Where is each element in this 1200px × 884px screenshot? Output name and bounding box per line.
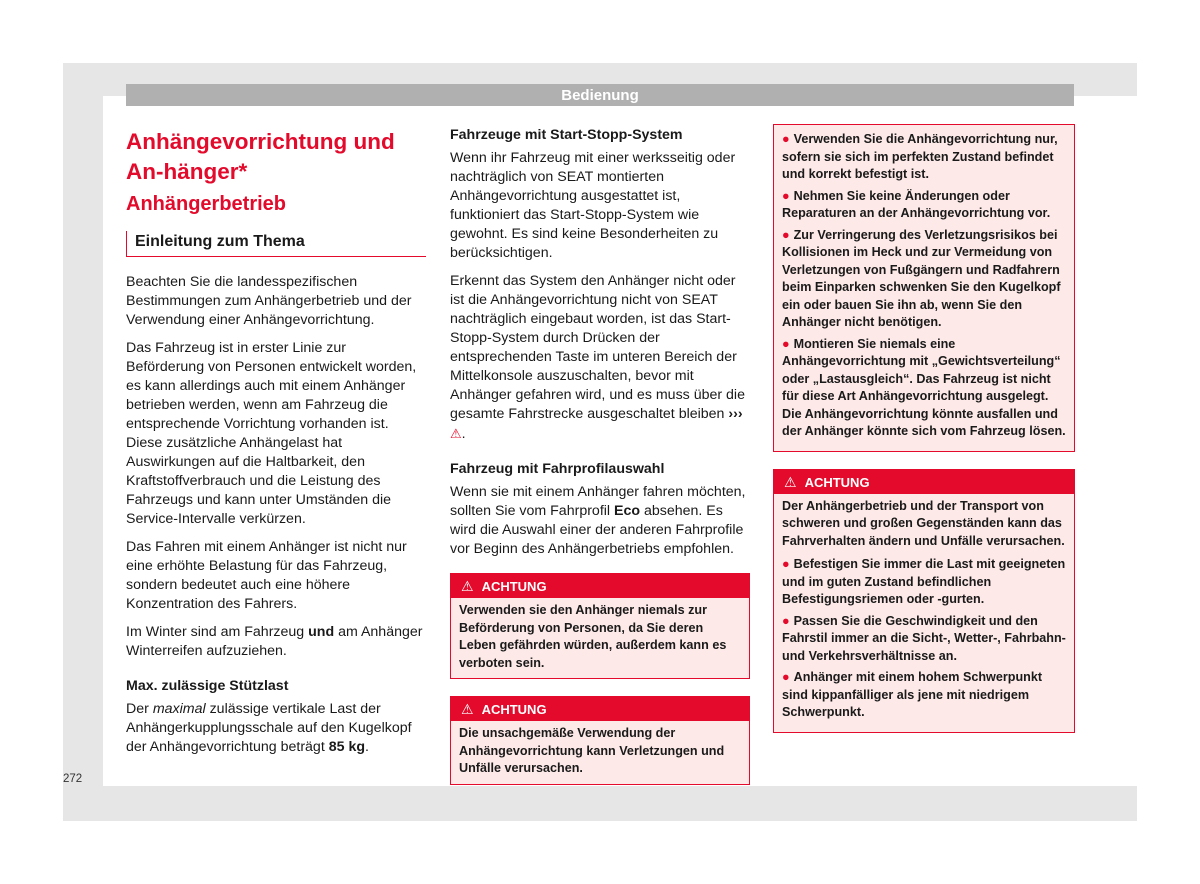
warning-text: Verwenden sie den Anhänger niemals zur Beförderung von Personen, da Sie deren Leben gefährden würden, außerdem kann es verboten sein.	[459, 603, 727, 670]
warning-continuation-box	[773, 124, 1075, 452]
warning-box	[450, 573, 750, 679]
text-span: absehen. Es wird die Auswahl einer der anderen Fahrprofile vor Beginn des Anhängerbetriebs empfohlen.	[450, 503, 744, 557]
paragraph: Erkennt das System den Anhänger nicht oder ist die Anhängevorrichtung nicht von SEAT nachträglich eingebaut worden, ist das Start-Stopp-System durch Drücken der entsprechenden Taste im unteren Bereich der Mittelkonsole auszuschalten, bevor mit Anhänger gefahren wird, und es muss über die gesamte Fahrstrecke ausgeschaltet bleiben ››› ⚠.	[450, 273, 745, 442]
paragraph: Das Fahrzeug ist in erster Linie zur Beförderung von Personen entwickelt worden, es kann allerdings auch mit einem Anhänger betrieben werden, wenn am Fahrzeug die entsprechende Vorrichtung vorhanden ist. Diese zusätzliche Anhängelast hat Auswirkungen auf die Haltbarkeit, den Kraftstoffverbrauch und die Leistung des Fahrzeugs und kann unter Umständen die Service-Intervalle verkürzen.	[126, 340, 417, 527]
text-span: zulässige vertikale Last der Anhängerkupplungsschale auf den Kugelkopf der Anhängevorrichtung beträgt	[126, 701, 412, 755]
warning-label: ACHTUNG	[481, 702, 547, 717]
subheading: Max. zulässige Stützlast	[126, 678, 289, 694]
paragraph	[126, 623, 426, 661]
bullet-icon: ●	[782, 227, 790, 242]
text-span: am Anhänger Winterreifen aufzuziehen.	[126, 624, 423, 659]
paragraph	[450, 483, 750, 559]
emphasis-text: und	[308, 624, 335, 640]
section-title: Anhängerbetrieb	[126, 193, 287, 215]
subheading: Fahrzeuge mit Start-Stopp-System	[450, 127, 683, 143]
warning-header	[774, 470, 1074, 494]
bullet-icon: ●	[782, 336, 790, 351]
text-span: Wenn sie mit einem Anhänger fahren möchten, sollten Sie vom Fahrprofil	[450, 484, 746, 519]
warning-bullet	[782, 188, 1066, 223]
warning-triangle-icon: ⚠	[450, 426, 462, 441]
bullet-icon: ●	[782, 132, 790, 146]
page-title: Anhängevorrichtung und An-hänger*	[126, 129, 395, 184]
warning-triangle-icon: ⚠	[461, 578, 474, 594]
page-number: 272	[63, 773, 83, 785]
warning-bullet	[782, 613, 1066, 666]
bullet-text: Befestigen Sie immer die Last mit geeigneten und im guten Zustand befindlichen Befestigungsriemen oder -gurten.	[782, 557, 1066, 606]
warning-label: ACHTUNG	[804, 474, 870, 490]
warning-box	[450, 696, 750, 785]
paragraph	[126, 700, 426, 757]
warning-header	[451, 574, 749, 598]
paragraph: Beachten Sie die landesspezifischen Bestimmungen zum Anhängerbetrieb und der Verwendung einer Anhängevorrichtung.	[126, 274, 412, 328]
column-middle	[450, 124, 750, 802]
paragraph: Das Fahren mit einem Anhänger ist nicht nur eine erhöhte Belastung für das Fahrzeug, sondern bedeutet auch eine höhere Konzentration des Fahrers.	[126, 539, 407, 612]
bullet-text: Anhänger mit einem hohem Schwerpunkt sind kippanfälliger als jene mit niedrigem Schwerpunkt.	[782, 670, 1043, 719]
bullet-icon: ●	[782, 557, 790, 571]
subheading: Fahrzeug mit Fahrprofilauswahl	[450, 461, 665, 477]
text-span: Der	[126, 701, 153, 717]
bullet-text: Nehmen Sie keine Änderungen oder Reparaturen an der Anhängevorrichtung vor.	[782, 188, 1051, 220]
topic-heading: Einleitung zum Thema	[126, 231, 426, 257]
warning-triangle-icon: ⚠	[461, 701, 474, 717]
warning-bullet	[782, 669, 1066, 722]
text-span: .	[365, 739, 369, 755]
warning-triangle-icon: ⚠	[784, 473, 797, 490]
emphasis-text: 85 kg	[328, 739, 365, 755]
bullet-text: Passen Sie die Geschwindigkeit und den Fahrstil immer an die Sicht-, Wetter-, Fahrbahn- und Verkehrsverhältnisse an.	[782, 613, 1066, 663]
warning-text: Die unsachgemäße Verwendung der Anhängevorrichtung kann Verletzungen und Unfälle verursachen.	[459, 726, 725, 775]
warning-box	[773, 469, 1075, 733]
warning-list	[774, 494, 1074, 732]
text-span: Erkennt das System den Anhänger nicht oder ist die Anhängevorrichtung nicht von SEAT nachträglich eingebaut worden, ist das Start-Stopp-System durch Drücken der entsprechenden Taste im unteren Bereich der Mittelkonsole auszuschalten, bevor mit Anhänger gefahren wird, und es muss über die gesamte Fahrstrecke ausgeschaltet bleiben	[450, 273, 745, 422]
column-right	[773, 124, 1075, 750]
warning-bullet	[782, 336, 1066, 441]
bullet-icon: ●	[782, 670, 790, 684]
bullet-icon: ●	[782, 188, 790, 203]
warning-header	[451, 697, 749, 721]
continue-arrow-icon: ›››	[728, 406, 743, 422]
warning-label: ACHTUNG	[481, 579, 547, 594]
warning-list	[774, 125, 1074, 451]
emphasis-text: Eco	[614, 503, 641, 519]
warning-bullet	[782, 227, 1066, 332]
column-left	[126, 124, 426, 766]
bullet-text: Montieren Sie niemals eine Anhängevorrichtung mit „Gewichtsverteilung“ oder „Lastausgleich“. Das Fahrzeug ist nicht für diese Art Anhängevorrichtung ausgelegt. Die Anhängevorrichtung könnte ausfallen und der Anhänger könnte sich vom Fahrzeug lösen.	[782, 336, 1066, 438]
warning-intro: Der Anhängerbetrieb und der Transport von schweren und großen Gegenständen kann das Fahrverhalten ändern und Unfälle verursachen.	[782, 498, 1065, 548]
warning-bullet	[782, 131, 1066, 184]
bullet-text: Zur Verringerung des Verletzungsrisikos bei Kollisionen im Heck und zur Vermeidung von Verletzungen von Fußgängern und Radfahrern beim Einparken schwenken Sie den Kugelkopf ein oder bauen Sie ihn ab, wenn Sie den Anhänger nicht benötigen.	[782, 227, 1061, 329]
text-span: Im Winter sind am Fahrzeug	[126, 624, 309, 640]
bullet-text: Verwenden Sie die Anhängevorrichtung nur, sofern sie sich im perfekten Zustand befindet und korrekt befestigt ist.	[782, 132, 1058, 181]
italic-text: maximal	[152, 701, 206, 717]
bullet-icon: ●	[782, 613, 790, 628]
paragraph: Wenn ihr Fahrzeug mit einer werksseitig oder nachträglich von SEAT montierten Anhängevorrichtung ausgestattet ist, funktioniert das Start-Stopp-System wie gewohnt. Es sind keine Besonderheiten zu berücksichtigen.	[450, 150, 736, 261]
warning-bullet	[782, 556, 1066, 609]
chapter-header: Bedienung	[126, 84, 1074, 106]
